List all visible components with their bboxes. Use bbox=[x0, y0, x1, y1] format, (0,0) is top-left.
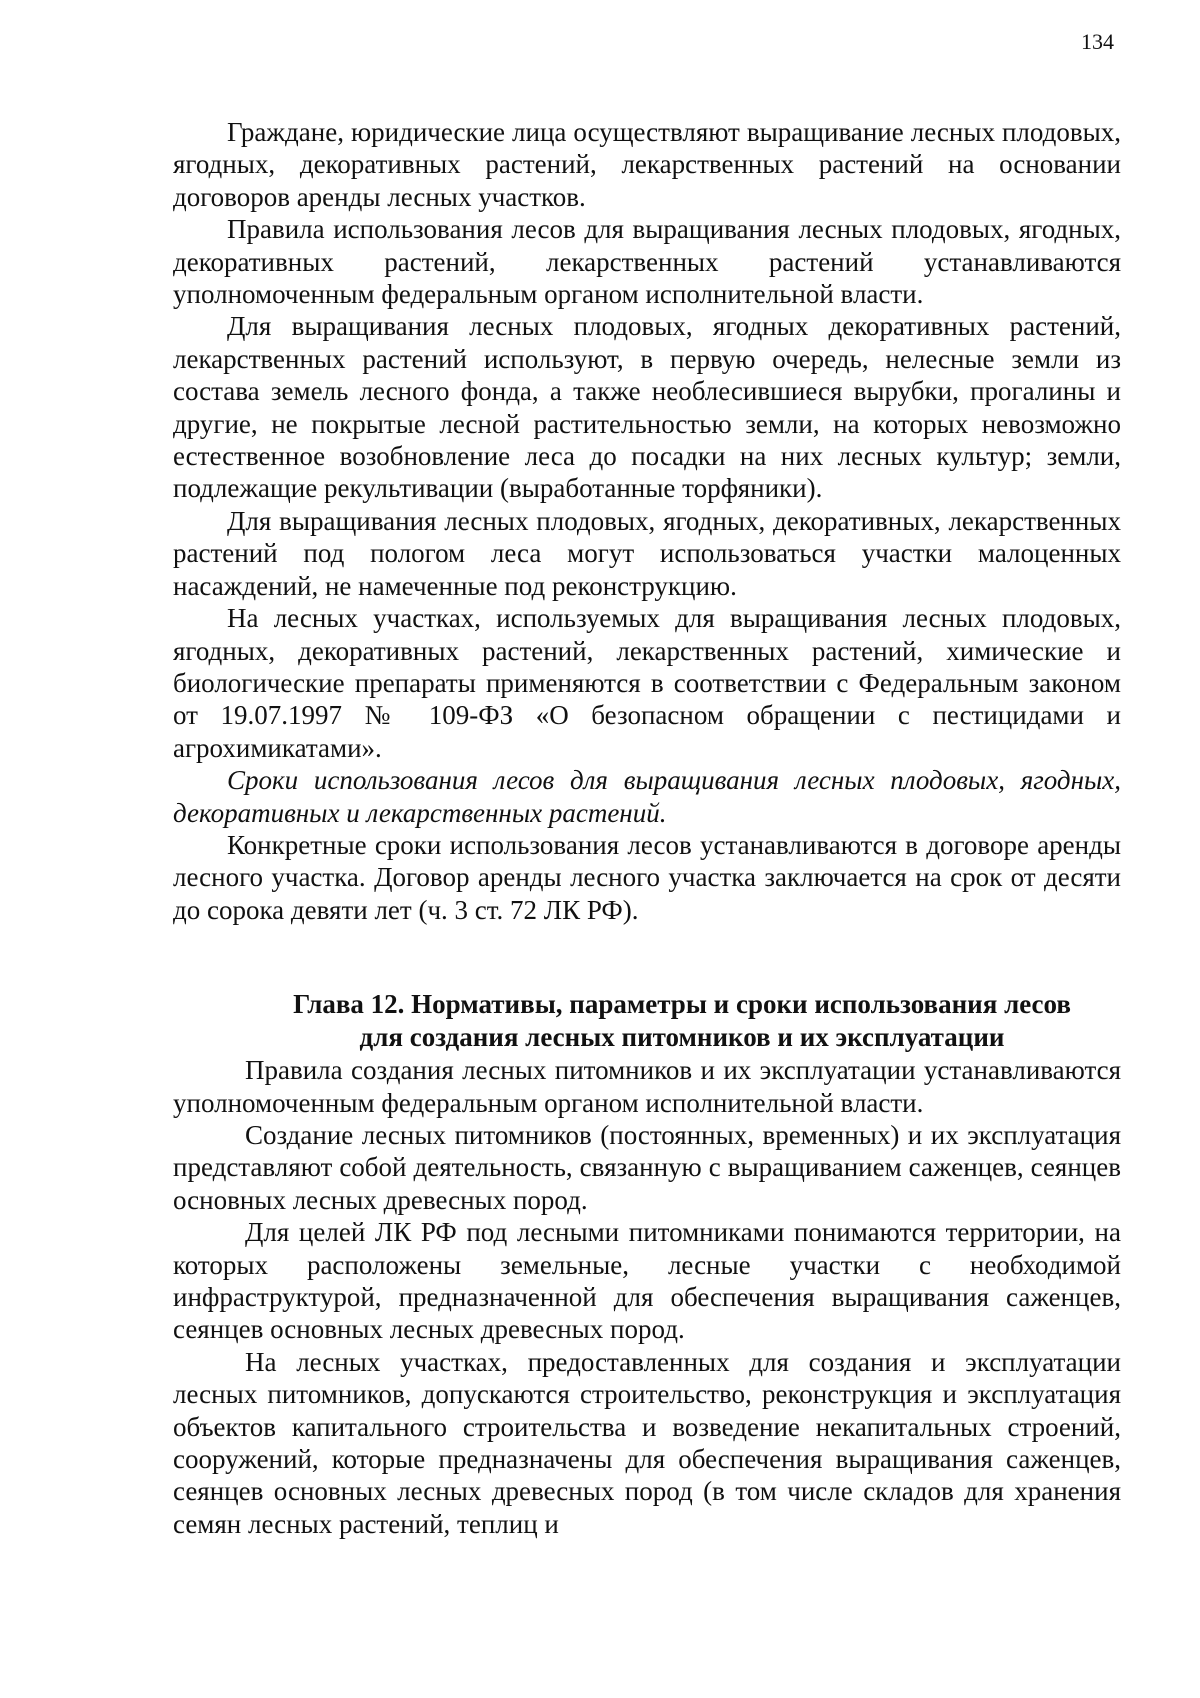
chapter-heading-line-2: для создания лесных питомников и их эксплуатации bbox=[359, 1022, 1005, 1053]
paragraph: Правила использования лесов для выращивания лесных плодовых, ягодных, декоративных растений, лекарственных растений устанавливаются уполномоченным федеральным органом исполнительной власти. bbox=[173, 214, 1121, 310]
paragraph: Граждане, юридические лица осуществляют выращивание лесных плодовых, ягодных, декоративных растений, лекарственных растений на основании договоров аренды лесных участков. bbox=[173, 117, 1121, 212]
italic-subheading: Сроки использования лесов для выращивания лесных плодовых, ягодных, декоративных и лекарственных растений. bbox=[173, 765, 1121, 828]
paragraph: На лесных участках, предоставленных для создания и эксплуатации лесных питомников, допускаются строительство, реконструкция и эксплуатация объектов капитального строительства и возведение некапитальных строений, сооружений, которые предназначены для обеспечения выращивания саженцев, сеянцев основных лесных древесных пород (в том числе складов для хранения семян лесных растений, теплиц и bbox=[173, 1346, 1121, 1539]
chapter-heading-line-1: Глава 12. Нормативы, параметры и сроки использования лесов bbox=[293, 989, 1071, 1020]
paragraph: Конкретные сроки использования лесов устанавливаются в договоре аренды лесного участка. Договор аренды лесного участка заключается на срок от десяти до сорока девяти лет (ч. 3 ст. 72 ЛК РФ). bbox=[173, 829, 1121, 925]
paragraph: Для выращивания лесных плодовых, ягодных декоративных растений, лекарственных растений используют, в первую очередь, нелесные земли из состава земель лесного фонда, а также необлесившиеся вырубки, прогалины и другие, не покрытые лесной растительностью земли, на которых невозможно естественное возобновление леса до посадки на них лесных культур; земли, подлежащие рекультивации (выработанные торфяники). bbox=[173, 311, 1121, 504]
paragraph: Правила создания лесных питомников и их эксплуатации устанавливаются уполномоченным федеральным органом исполнительной власти. bbox=[173, 1055, 1121, 1118]
paragraph: Для выращивания лесных плодовых, ягодных, декоративных, лекарственных растений под пологом леса могут использоваться участки малоценных насаждений, не намеченные под реконструкцию. bbox=[173, 505, 1121, 601]
paragraph: Создание лесных питомников (постоянных, временных) и их эксплуатация представляют собой деятельность, связанную с выращиванием саженцев, сеянцев основных лесных древесных пород. bbox=[173, 1119, 1121, 1215]
page-body bbox=[173, 116, 1121, 1540]
section-spacer bbox=[173, 926, 1121, 988]
page-number: 134 bbox=[1081, 29, 1114, 54]
paragraph: Для целей ЛК РФ под лесными питомниками понимаются территории, на которых расположены земельные, лесные участки с необходимой инфраструктурой, предназначенной для обеспечения выращивания саженцев, сеянцев основных лесных древесных пород. bbox=[173, 1217, 1121, 1345]
chapter-heading bbox=[173, 988, 1121, 1054]
paragraph: На лесных участках, используемых для выращивания лесных плодовых, ягодных, декоративных растений, лекарственных растений, химические и биологические препараты применяются в соответствии с Федеральным законом от 19.07.1997 № 109-ФЗ «О безопасном обращении с пестицидами и агрохимикатами». bbox=[173, 603, 1121, 763]
